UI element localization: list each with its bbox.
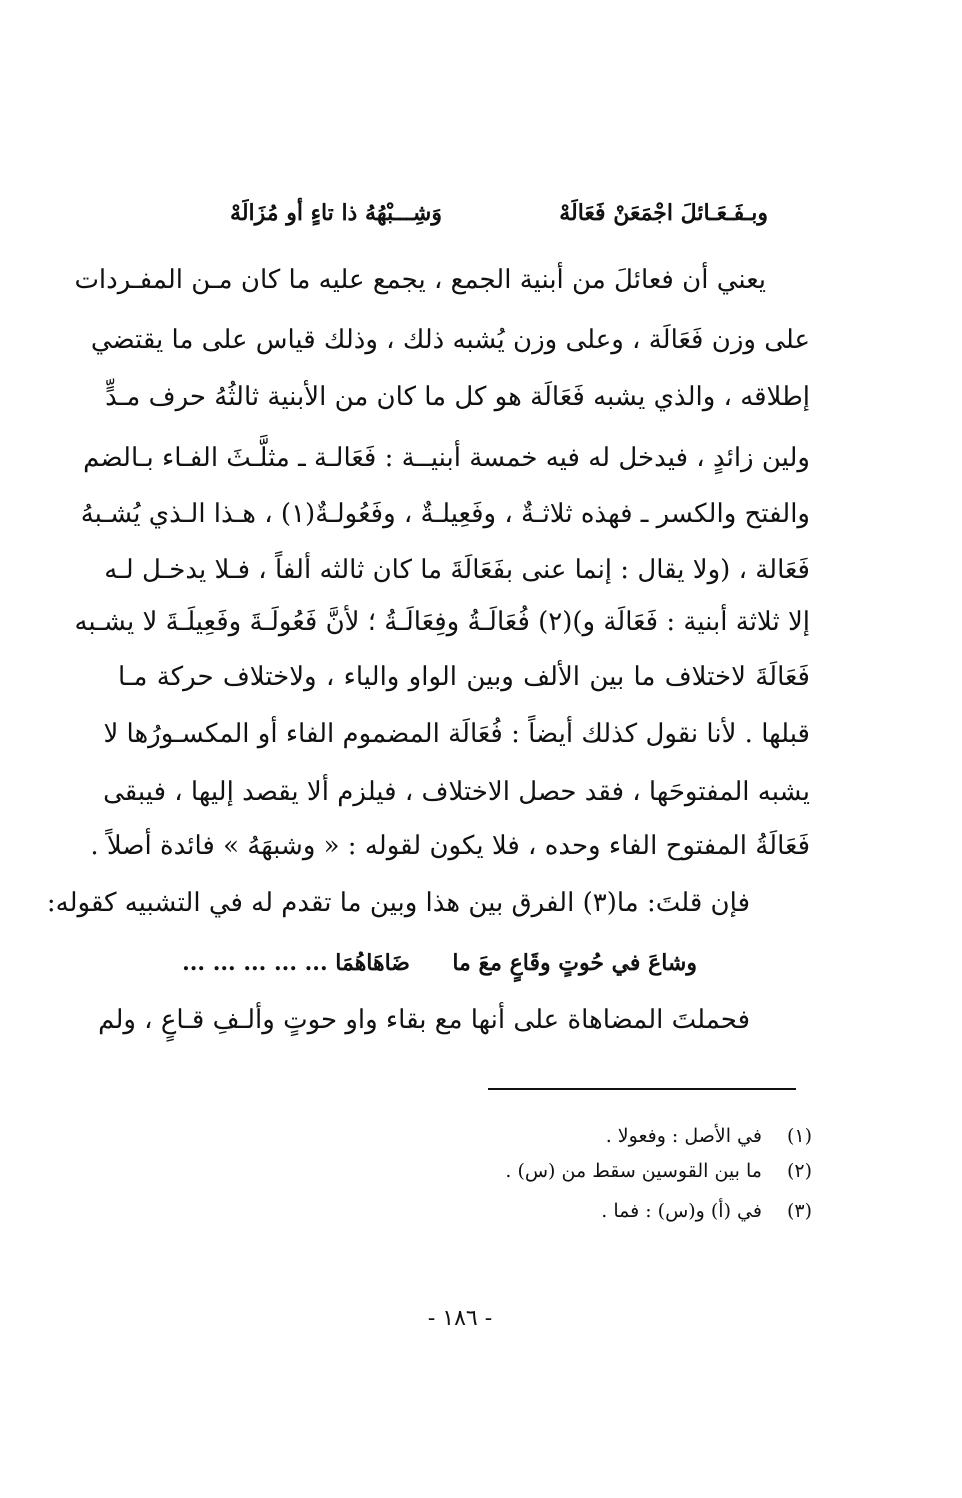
text-line: إلا ثلاثة أبنية : فَعَالَة و)(٢) فُعَالَـةُ وفِعَالَـةُ ؛ لأنَّ فَعُولَـةَ وفَعِيلَـةَ لا يشـبه [74,607,810,637]
footnote [601,1200,812,1222]
verse-1-second-hemistich: وَشِـــبْهُهُ ذا تاءٍ أو مُزَالَهْ [230,200,442,226]
footnote [505,1160,812,1182]
page-number: - ١٨٦ - [427,1306,493,1331]
text-line: على وزن فَعَالَة ، وعلى وزن يُشبه ذلك ، وذلك قياس على ما يقتضي [90,325,810,355]
footnote-text: في (أ) و(س) : فما . [601,1200,762,1222]
text-line: فَعَالَةُ المفتوح الفاء وحده ، فلا يكون لقوله : « وشبهَهُ » فائدة أصلاً . [90,831,810,861]
text-line: فَعَالَةَ لاختلاف ما بين الألف وبين الواو والياء ، ولاختلاف حركة مـا [118,662,810,692]
verse-line-2 [0,950,962,984]
verse-2-first-hemistich: وشاعَ في حُوتٍ وقَاعٍ معَ ما [452,950,697,976]
verse-2-second-hemistich: ضَاهَاهُمَا ... ... ... ... ... [182,950,410,976]
footnote-separator [488,1088,796,1090]
footnote-text: في الأصل : وفعولا . [605,1125,762,1147]
text-line: يشبه المفتوحَها ، فقد حصل الاختلاف ، فيلزم ألا يقصد إليها ، فيبقى [103,777,810,807]
verse-line-1 [0,200,962,234]
footnote [606,1125,812,1147]
text-line: إطلاقه ، والذي يشبه فَعَالَة هو كل ما كان من الأبنية ثالثُهُ حرف مـدٍّ [105,382,810,412]
text-line: فحملتَ المضاهاة على أنها مع بقاء واو حوتٍ وألـفِ قـاعٍ ، ولم [98,1005,750,1035]
text-line: يعني أن فعائلَ من أبنية الجمع ، يجمع عليه ما كان مـن المفـردات [74,265,766,295]
text-line: فإن قلتَ: ما(٣) الفرق بين هذا وبين ما تقدم له في التشبيه كقوله: [46,888,750,918]
text-line: ولين زائدٍ ، فيدخل له فيه خمسة أبنيــة : فَعَالـة ـ مثلَّـثَ الفـاء بـالضم [83,443,810,473]
footnote-number: (٢) [786,1160,812,1182]
footnote-number: (١) [786,1125,812,1147]
text-line: فَعَالة ، (ولا يقال : إنما عنى بفَعَالَةَ ما كان ثالثه ألفاً ، فـلا يدخـل لـه [104,555,810,585]
text-line: والفتح والكسر ـ فهذه ثلاثـةٌ ، وفَعِيلـةٌ ، وفَعُولـةٌ(١) ، هـذا الـذي يُشـبهُ [80,499,810,529]
footnote-number: (٣) [786,1200,812,1222]
text-line: قبلها . لأنا نقول كذلك أيضاً : فُعَالَة المضموم الفاء أو المكسـورُها لا [103,719,810,749]
verse-1-first-hemistich: وبـفَـعَـائلَ اجْمَعَنْ فَعَالَهْ [559,200,768,226]
footnote-text: ما بين القوسين سقط من (س) . [505,1160,762,1182]
